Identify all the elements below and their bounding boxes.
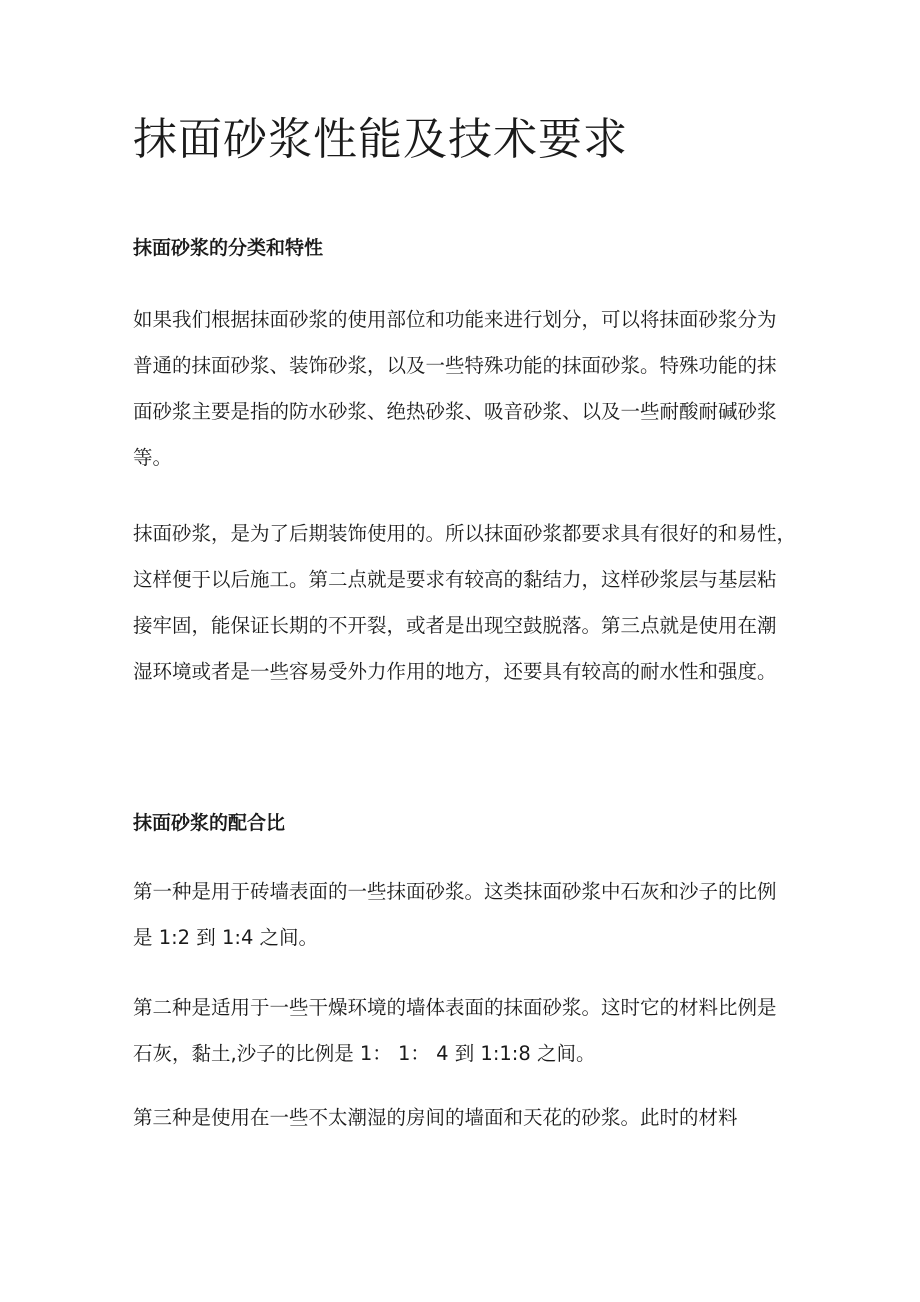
text-line: 普通的抹面砂浆、装饰砂浆，以及一些特殊功能的抹面砂浆。特殊功能的抹 (133, 354, 777, 377)
document-title: 抹面砂浆性能及技术要求 (133, 114, 628, 165)
section-heading-classification: 抹面砂浆的分类和特性 (133, 237, 324, 259)
text-line: 石灰，黏土,沙子的比例是 1： 1： 4 到 1:1:8 之间。 (133, 1042, 596, 1065)
paragraph-mix-second (133, 985, 813, 1077)
text-line: 如果我们根据抹面砂浆的使用部位和功能来进行划分，可以将抹面砂浆分为 (133, 308, 777, 331)
text-line: 接牢固，能保证长期的不开裂，或者是出现空鼓脱落。第三点就是使用在潮 (133, 614, 777, 637)
paragraph-mix-third (133, 1095, 813, 1141)
text-line: 等。 (133, 446, 173, 469)
section-heading-mix-ratio: 抹面砂浆的配合比 (133, 812, 286, 834)
text-line: 面砂浆主要是指的防水砂浆、绝热砂浆、吸音砂浆、以及一些耐酸耐碱砂浆 (133, 400, 777, 423)
paragraph-properties (133, 511, 813, 695)
text-line: 这样便于以后施工。第二点就是要求有较高的黏结力，这样砂浆层与基层粘 (133, 568, 777, 591)
text-line: 是 1:2 到 1:4 之间。 (133, 926, 319, 949)
text-line: 第二种是适用于一些干燥环境的墙体表面的抹面砂浆。这时它的材料比例是 (133, 996, 777, 1019)
text-line: 抹面砂浆，是为了后期装饰使用的。所以抹面砂浆都要求具有很好的和易性， (133, 522, 797, 545)
text-line: 第一种是用于砖墙表面的一些抹面砂浆。这类抹面砂浆中石灰和沙子的比例 (133, 880, 777, 903)
text-line: 湿环境或者是一些容易受外力作用的地方，还要具有较高的耐水性和强度。 (133, 660, 777, 683)
text-line: 第三种是使用在一些不太潮湿的房间的墙面和天花的砂浆。此时的材料 (133, 1106, 738, 1129)
paragraph-classification (133, 297, 813, 481)
paragraph-mix-first (133, 869, 813, 961)
